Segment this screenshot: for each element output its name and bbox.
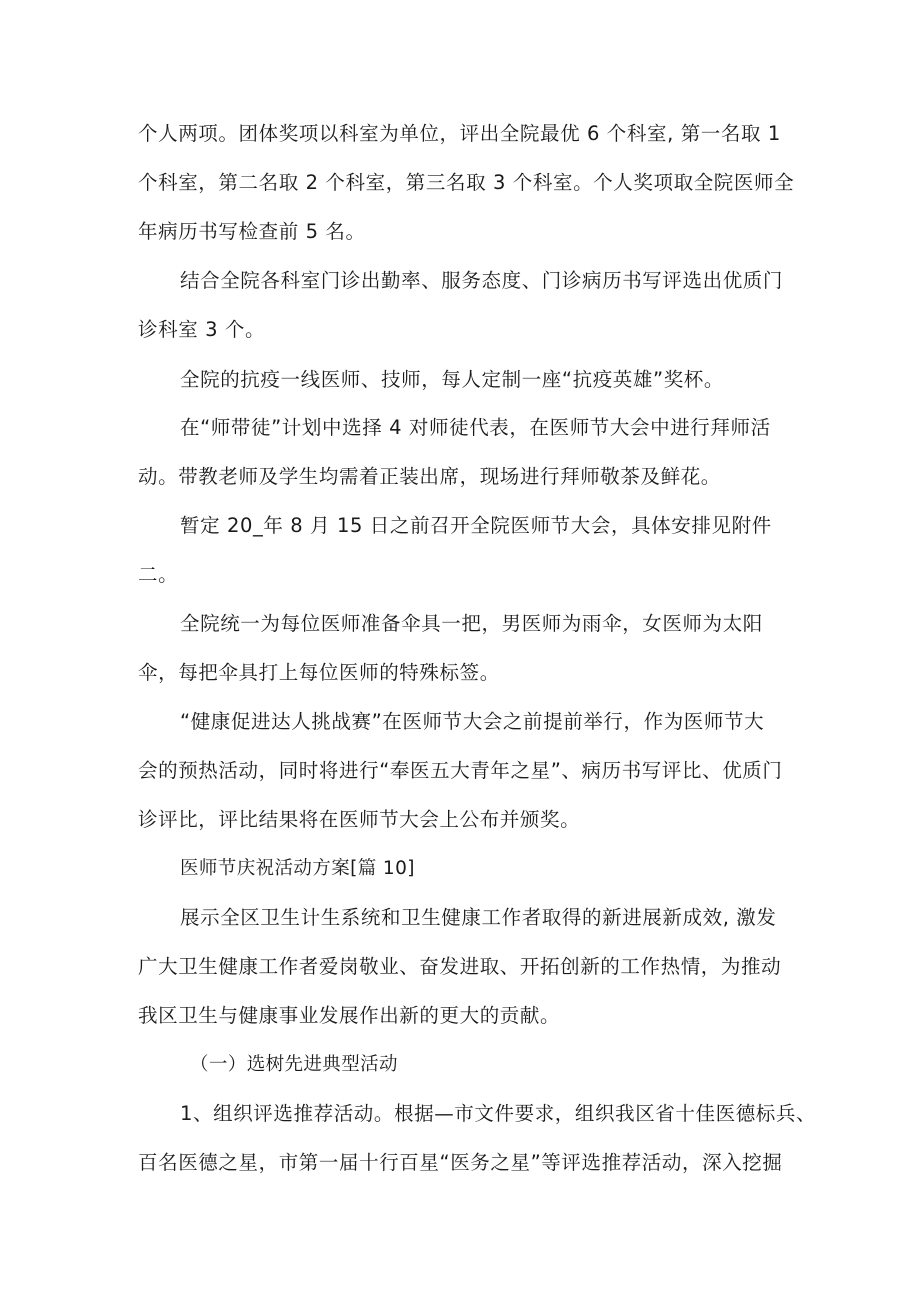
text-line: 结合全院各科室门诊出勤率、服务态度、门诊病历书写评选出优质门 xyxy=(180,269,784,292)
text-line: 我区卫生与健康事业发展作出新的更大的贡献。 xyxy=(138,1004,561,1027)
text-line: 展示全区卫生计生系统和卫生健康工作者取得的新进展新成效, 激发 xyxy=(180,906,777,929)
text-line: “健康促进达人挑战赛”在医师节大会之前提前举行，作为医师节大 xyxy=(180,710,765,733)
subsection-heading: （一）选树先进典型活动 xyxy=(190,1054,398,1075)
text-line: 年病历书写检查前 5 名。 xyxy=(138,220,366,243)
text-line: 全院统一为每位医师准备伞具一把，男医师为雨伞，女医师为太阳 xyxy=(180,612,763,635)
text-line: 二。 xyxy=(138,563,179,586)
section-heading: 医师节庆祝活动方案[篇 10] xyxy=(180,858,415,879)
text-line: 诊评比，评比结果将在医师节大会上公布并颁奖。 xyxy=(138,808,581,831)
text-line: 诊科室 3 个。 xyxy=(138,318,266,341)
text-line: 个人两项。团体奖项以科室为单位，评出全院最优 6 个科室, 第一名取 1 xyxy=(138,122,781,145)
text-line: 会的预热活动，同时将进行“奉医五大青年之星”、病历书写评比、优质门 xyxy=(138,759,783,782)
text-line: 个科室，第二名取 2 个科室，第三名取 3 个科室。个人奖项取全院医师全 xyxy=(138,171,795,194)
text-line: 暂定 20_年 8 月 15 日之前召开全院医师节大会，具体安排见附件 xyxy=(180,514,772,537)
text-line: 广大卫生健康工作者爱岗敬业、奋发进取、开拓创新的工作热情，为推动 xyxy=(138,955,782,978)
text-line: 动。带教老师及学生均需着正装出席，现场进行拜师敬茶及鲜花。 xyxy=(138,465,721,488)
text-line: 百名医德之星，市第一届十行百星“医务之星”等评选推荐活动，深入挖掘 xyxy=(138,1151,783,1174)
text-line: 在“师带徒”计划中选择 4 对师徒代表，在医师节大会中进行拜师活 xyxy=(180,416,771,439)
text-line: 伞，每把伞具打上每位医师的特殊标签。 xyxy=(138,661,500,684)
text-line: 1、组织评选推荐活动。根据—市文件要求，组织我区省十佳医德标兵、 xyxy=(180,1102,817,1125)
text-line: 全院的抗疫一线医师、技师，每人定制一座“抗疫英雄”奖杯。 xyxy=(180,368,725,391)
